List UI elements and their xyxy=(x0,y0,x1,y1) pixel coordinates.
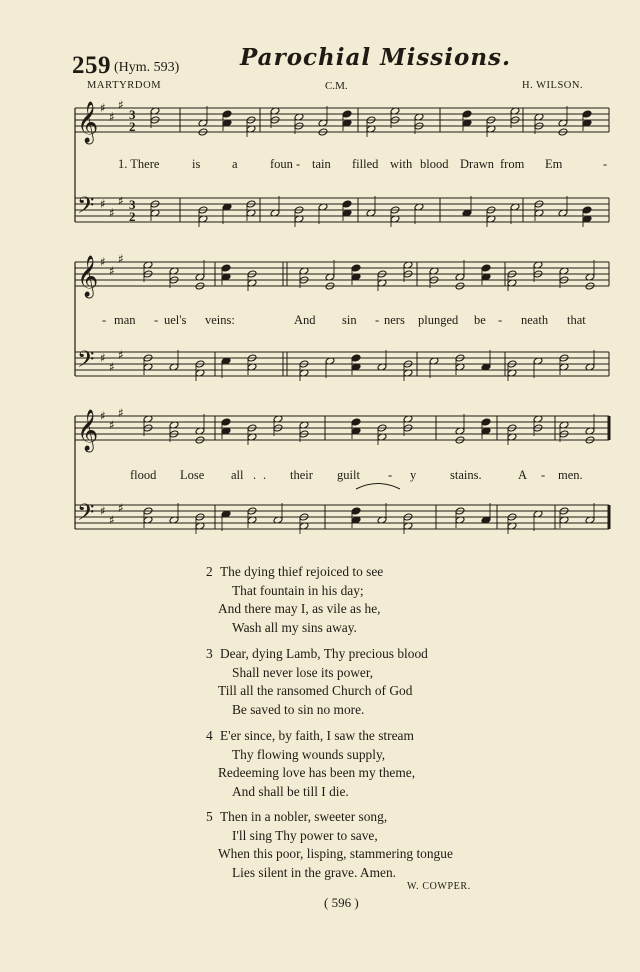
lyric-syllable: men. xyxy=(558,468,583,482)
lyric-syllable: with xyxy=(390,157,413,171)
lyric-syllable: - xyxy=(498,313,503,327)
verse-line: That fountain in his day; xyxy=(232,582,364,598)
lyric-syllable: flood xyxy=(130,468,157,482)
sharp-sign: ♯ xyxy=(118,501,124,515)
verse-line: When this poor, lisping, stammering tongue xyxy=(218,846,453,861)
lyric-syllable: is xyxy=(192,157,201,171)
lyric-syllable: - xyxy=(541,468,546,482)
lyric-syllable: foun xyxy=(270,157,293,171)
lyric-syllable: y xyxy=(410,468,417,482)
lyric-syllable: - xyxy=(375,313,380,327)
treble-clef: 𝄞 xyxy=(77,102,99,143)
hymn-number: 259 xyxy=(72,52,111,79)
verse-line: And shall be till I die. xyxy=(232,783,349,799)
note-head xyxy=(351,507,361,515)
sharp-sign: ♯ xyxy=(109,206,115,220)
time-signature: 3 xyxy=(129,107,136,122)
verse-line: Thy flowing wounds supply, xyxy=(232,746,386,762)
verse-line: Lies silent in the grave. Amen. xyxy=(232,864,396,880)
verse-number: 4 xyxy=(206,728,213,743)
lyric-syllable: that xyxy=(567,313,586,327)
treble-clef: 𝄞 xyxy=(77,256,99,297)
lyric-syllable: uel's xyxy=(164,313,187,327)
section-title: Parochial Missions. xyxy=(240,44,512,71)
sharp-sign: ♯ xyxy=(109,513,115,527)
lyric-syllable: tain xyxy=(312,157,331,171)
note-head xyxy=(582,206,592,214)
time-signature: 2 xyxy=(129,209,136,224)
treble-clef: 𝄞 xyxy=(77,410,99,451)
lyric-syllable: their xyxy=(290,468,313,482)
lyric-syllable: stains. xyxy=(450,468,482,482)
lyric-syllable: . xyxy=(253,468,257,482)
note-head xyxy=(481,264,491,272)
note-head xyxy=(351,354,361,362)
hymn-reference: (Hym. 593) xyxy=(114,60,180,75)
lyric-syllable: from xyxy=(500,157,525,171)
verse-number: 5 xyxy=(206,809,213,824)
verse-number: 2 xyxy=(206,564,213,579)
note-head xyxy=(481,418,491,426)
sharp-sign: ♯ xyxy=(118,252,124,266)
verse-line: E'er since, by faith, I saw the stream xyxy=(220,728,414,743)
lyric-syllable: 1. There xyxy=(118,157,160,171)
sharp-sign: ♯ xyxy=(100,101,106,115)
lyric-syllable: filled xyxy=(352,157,379,171)
verse-number: 3 xyxy=(206,646,213,661)
lyric-syllable: veins: xyxy=(205,313,235,327)
sharp-sign: ♯ xyxy=(109,418,115,432)
sharp-sign: ♯ xyxy=(109,110,115,124)
sharp-sign: ♯ xyxy=(109,264,115,278)
tie-slur xyxy=(356,484,400,490)
note-head xyxy=(462,110,472,118)
note-head xyxy=(342,200,352,208)
lyric-syllable: man xyxy=(114,313,136,327)
lyric-syllable: Drawn xyxy=(460,157,495,171)
tune-name: MARTYRDOM xyxy=(87,80,162,91)
lyric-syllable: neath xyxy=(521,313,549,327)
bass-clef: 𝄢 xyxy=(77,193,95,224)
sharp-sign: ♯ xyxy=(118,194,124,208)
meter: C.M. xyxy=(325,80,348,92)
verse-line: The dying thief rejoiced to see xyxy=(220,564,384,579)
sharp-sign: ♯ xyxy=(100,255,106,269)
lyric-syllable: plunged xyxy=(418,313,459,327)
lyric-syllable: be xyxy=(474,313,486,327)
lyric-syllable: all xyxy=(231,468,244,482)
lyric-syllable: And xyxy=(294,313,316,327)
lyric-syllable: - xyxy=(154,313,159,327)
sharp-sign: ♯ xyxy=(100,409,106,423)
bass-clef: 𝄢 xyxy=(77,347,95,378)
lyric-syllable: - xyxy=(296,157,301,171)
sharp-sign: ♯ xyxy=(100,197,106,211)
lyric-syllable: sin xyxy=(342,313,357,327)
time-signature: 3 xyxy=(129,197,136,212)
verse-5 xyxy=(206,808,453,882)
verse-line: Shall never lose its power, xyxy=(232,664,374,680)
verse-line: Redeeming love has been my theme, xyxy=(218,765,416,780)
lyric-syllable: - xyxy=(603,157,608,171)
lyric-syllable: . xyxy=(263,468,267,482)
note-head xyxy=(342,110,352,118)
note-head xyxy=(351,264,361,272)
lyric-syllable: Lose xyxy=(180,468,205,482)
verse-line: Wash all my sins away. xyxy=(232,619,357,635)
verse-line: I'll sing Thy power to save, xyxy=(232,827,378,843)
author: W. COWPER. xyxy=(407,881,471,892)
lyric-syllable: Em xyxy=(545,157,563,171)
lyric-syllable: A xyxy=(518,468,528,482)
lyric-syllable: guilt xyxy=(337,468,360,482)
sharp-sign: ♯ xyxy=(100,504,106,518)
sharp-sign: ♯ xyxy=(118,348,124,362)
lyric-syllable: ners xyxy=(384,313,405,327)
sharp-sign: ♯ xyxy=(100,351,106,365)
lyric-syllable: a xyxy=(232,157,238,171)
verse-2 xyxy=(206,563,383,637)
verse-line: And there may I, as vile as he, xyxy=(218,601,381,616)
note-head xyxy=(221,264,231,272)
verse-line: Be saved to sin no more. xyxy=(232,701,365,717)
lyric-syllable: - xyxy=(388,468,393,482)
composer: H. WILSON. xyxy=(522,80,584,91)
verse-line: Then in a nobler, sweeter song, xyxy=(220,809,388,824)
note-head xyxy=(351,418,361,426)
verse-4 xyxy=(206,727,415,801)
page-number: ( 596 ) xyxy=(324,895,359,910)
note-head xyxy=(582,110,592,118)
lyric-syllable: - xyxy=(102,313,107,327)
note-head xyxy=(221,418,231,426)
verse-line: Till all the ransomed Church of God xyxy=(218,683,413,698)
verse-3 xyxy=(206,645,428,719)
lyric-syllable: blood xyxy=(420,157,449,171)
sharp-sign: ♯ xyxy=(118,98,124,112)
verse-line: Dear, dying Lamb, Thy precious blood xyxy=(220,646,428,661)
bass-clef: 𝄢 xyxy=(77,500,95,531)
time-signature: 2 xyxy=(129,119,136,134)
note-head xyxy=(222,110,232,118)
sharp-sign: ♯ xyxy=(109,360,115,374)
sharp-sign: ♯ xyxy=(118,406,124,420)
